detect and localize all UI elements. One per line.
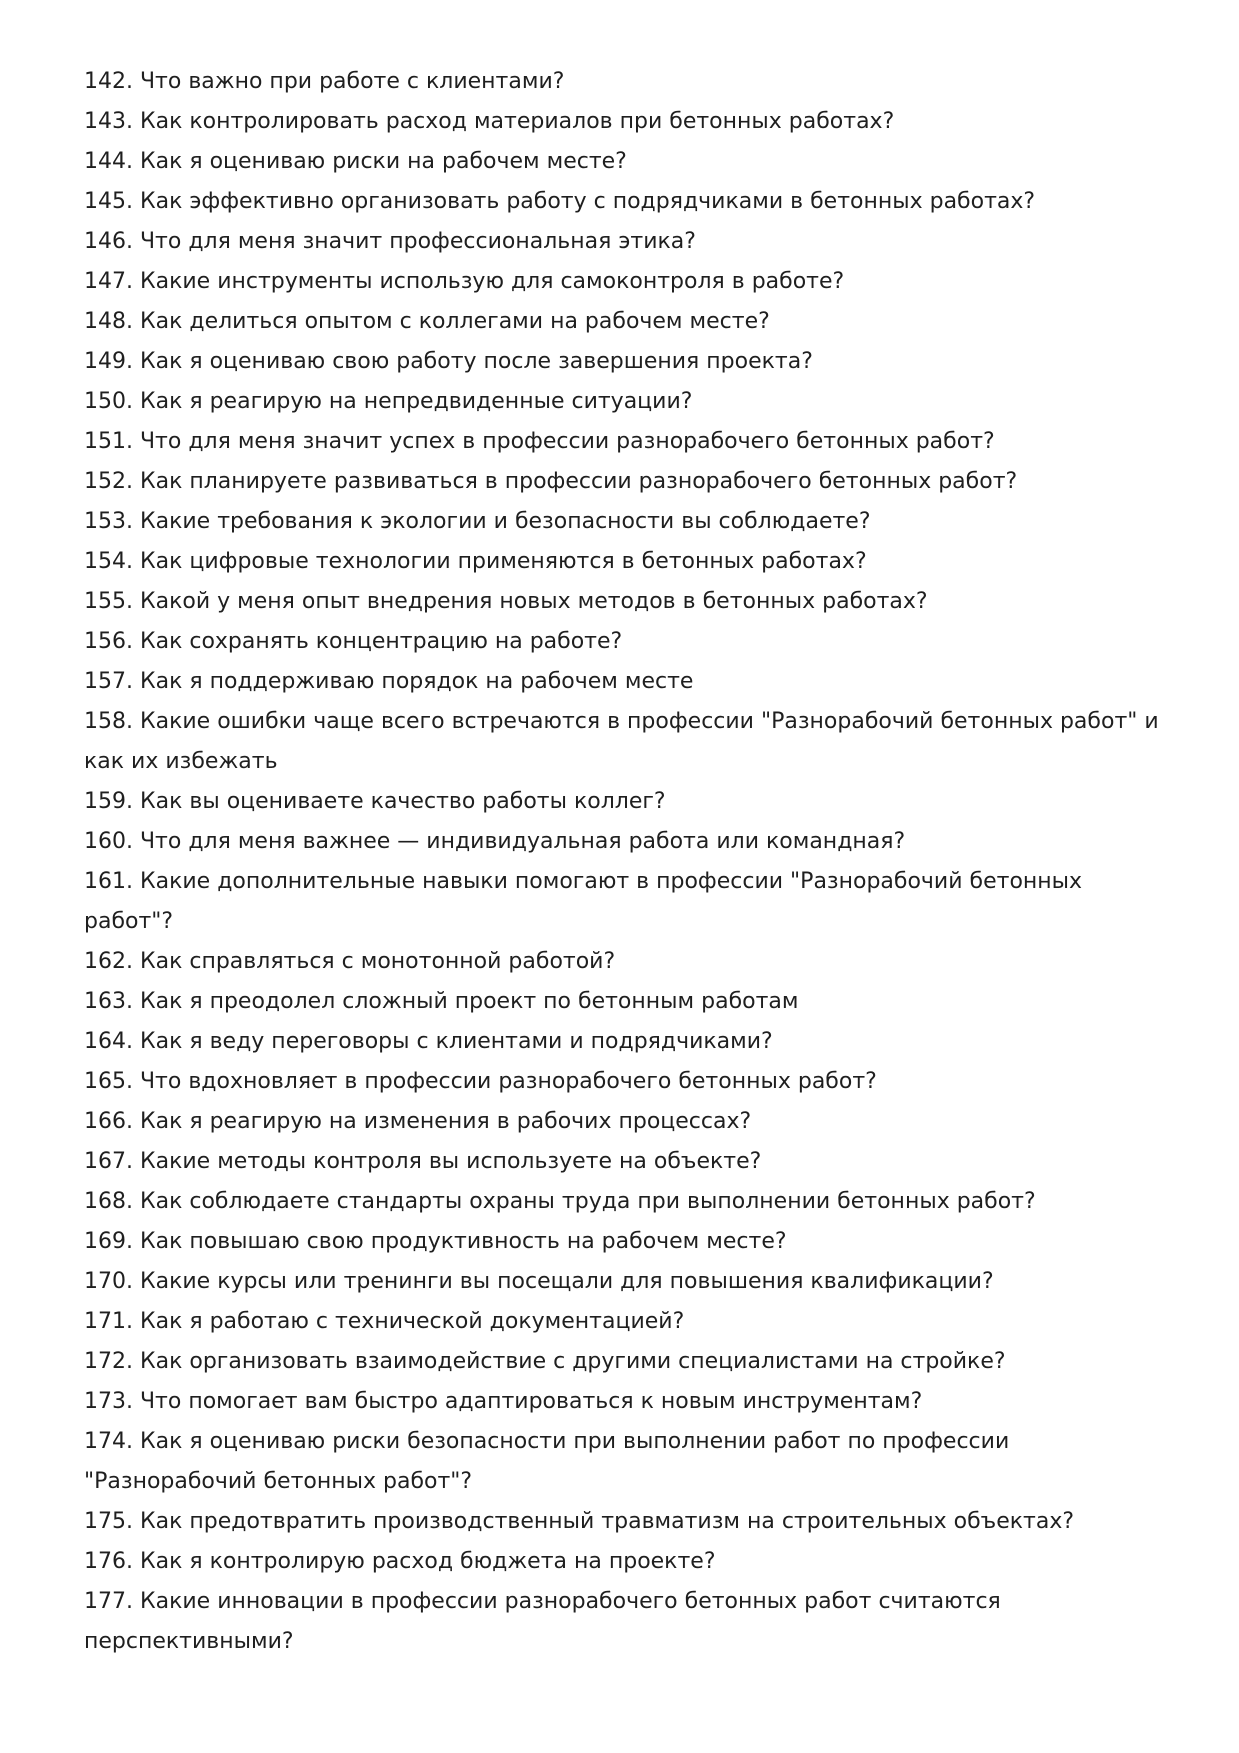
question-list <box>84 62 1164 1662</box>
list-item: 160. Что для меня важнее — индивидуальная работа или командная? <box>84 829 906 854</box>
list-item: 143. Как контролировать расход материалов при бетонных работах? <box>84 109 895 134</box>
list-item: 165. Что вдохновляет в профессии разнорабочего бетонных работ? <box>84 1069 877 1094</box>
list-item: 164. Как я веду переговоры с клиентами и подрядчиками? <box>84 1029 773 1054</box>
list-item: 163. Как я преодолел сложный проект по бетонным работам <box>84 989 799 1014</box>
list-item: 162. Как справляться с монотонной работой? <box>84 949 616 974</box>
list-item: 177. Какие инновации в профессии разнорабочего бетонных работ считаются перспективными? <box>84 1589 1001 1654</box>
list-item: 175. Как предотвратить производственный травматизм на строительных объектах? <box>84 1509 1075 1534</box>
list-item: 158. Какие ошибки чаще всего встречаются в профессии "Разнорабочий бетонных работ" и как их избежать <box>84 709 1159 774</box>
list-item: 161. Какие дополнительные навыки помогают в профессии "Разнорабочий бетонных работ"? <box>84 869 1083 934</box>
list-item: 167. Какие методы контроля вы используете на объекте? <box>84 1149 762 1174</box>
list-item: 154. Как цифровые технологии применяются в бетонных работах? <box>84 549 867 574</box>
list-item: 147. Какие инструменты использую для самоконтроля в работе? <box>84 269 845 294</box>
list-item: 174. Как я оцениваю риски безопасности при выполнении работ по профессии "Разнорабочий бетонных работ"? <box>84 1429 1010 1494</box>
list-item: 153. Какие требования к экологии и безопасности вы соблюдаете? <box>84 509 871 534</box>
list-item: 145. Как эффективно организовать работу с подрядчиками в бетонных работах? <box>84 189 1036 214</box>
list-item: 149. Как я оцениваю свою работу после завершения проекта? <box>84 349 813 374</box>
list-item: 148. Как делиться опытом с коллегами на рабочем месте? <box>84 309 770 334</box>
list-item: 155. Какой у меня опыт внедрения новых методов в бетонных работах? <box>84 589 928 614</box>
list-item: 172. Как организовать взаимодействие с другими специалистами на стройке? <box>84 1349 1006 1374</box>
list-item: 146. Что для меня значит профессиональная этика? <box>84 229 696 254</box>
list-item: 159. Как вы оцениваете качество работы коллег? <box>84 789 666 814</box>
list-item: 152. Как планируете развиваться в профессии разнорабочего бетонных работ? <box>84 469 1018 494</box>
list-item: 151. Что для меня значит успех в профессии разнорабочего бетонных работ? <box>84 429 995 454</box>
list-item: 144. Как я оцениваю риски на рабочем месте? <box>84 149 627 174</box>
list-item: 169. Как повышаю свою продуктивность на рабочем месте? <box>84 1229 787 1254</box>
list-item: 168. Как соблюдаете стандарты охраны труда при выполнении бетонных работ? <box>84 1189 1036 1214</box>
list-item: 176. Как я контролирую расход бюджета на проекте? <box>84 1549 716 1574</box>
list-item: 156. Как сохранять концентрацию на работе? <box>84 629 623 654</box>
list-item: 170. Какие курсы или тренинги вы посещали для повышения квалификации? <box>84 1269 994 1294</box>
list-item: 171. Как я работаю с технической документацией? <box>84 1309 685 1334</box>
list-item: 157. Как я поддерживаю порядок на рабочем месте <box>84 669 694 694</box>
list-item: 166. Как я реагирую на изменения в рабочих процессах? <box>84 1109 752 1134</box>
list-item: 142. Что важно при работе с клиентами? <box>84 69 565 94</box>
list-item: 173. Что помогает вам быстро адаптироваться к новым инструментам? <box>84 1389 923 1414</box>
list-item: 150. Как я реагирую на непредвиденные ситуации? <box>84 389 693 414</box>
